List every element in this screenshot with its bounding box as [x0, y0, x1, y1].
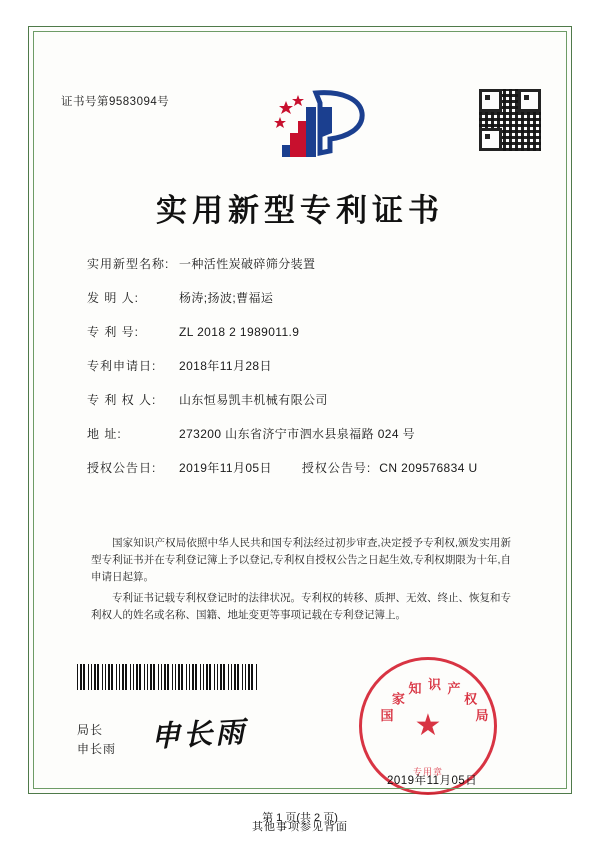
seal-bottom-text: 专用章 [412, 767, 443, 777]
certificate-header [29, 27, 571, 147]
field-label: 专利申请日: [87, 359, 157, 373]
patent-field-list [87, 255, 517, 493]
page-title: 实用新型专利证书 [156, 193, 444, 229]
seal-star-icon: ★ [414, 709, 442, 742]
seal-date: 2019年11月05日 [387, 775, 478, 787]
signature-title [77, 721, 116, 759]
field-value: 273200 山东省济宁市泗水县泉福路 024 号 [179, 427, 416, 441]
certificate-number: 证书号第9583094号 [61, 96, 170, 108]
paragraph-grant-statement: 国家知识产权局依照中华人民共和国专利法经过初步审查,决定授予专利权,颁发实用新型专利证书并在专利登记簿上予以登记,专利权自授权公告之日起生效,专利权期限为十年,自申请日起算。 [91, 537, 511, 583]
field-label: 地 址: [87, 427, 122, 441]
field-row-grant-announcement [87, 459, 517, 476]
field-value: 杨涛;扬波;曹福运 [179, 291, 274, 305]
barcode [77, 664, 257, 690]
field-row-address [87, 425, 517, 442]
field-label: 专 利 权 人: [87, 393, 157, 407]
field-value: 山东恒易凯丰机械有限公司 [179, 393, 328, 407]
field-value: 一种活性炭破碎筛分装置 [179, 257, 316, 271]
field-row-inventor [87, 289, 517, 306]
field-value-announcement-number: CN 209576834 U [379, 461, 478, 475]
field-row-patent-number [87, 323, 517, 340]
signature-title-line2: 申长雨 [77, 742, 117, 756]
field-label: 专 利 号: [87, 325, 140, 339]
legal-paragraphs [91, 535, 511, 628]
certificate-sheet [28, 26, 572, 824]
signature-handwriting: 申长雨 [150, 714, 248, 754]
official-seal: 国 家 知 识 产 权 局 ★ 专用章 [359, 657, 497, 795]
field-label: 发 明 人: [87, 291, 140, 305]
field-value: 2018年11月28日 [179, 359, 272, 373]
footer-note: 其他事项参见背面 [252, 821, 348, 833]
field-row-utility-model-name [87, 255, 517, 272]
field-value: 2019年11月05日 [179, 461, 272, 475]
field-label-announcement-number: 授权公告号: [301, 461, 372, 475]
field-row-application-date [87, 357, 517, 374]
signature-title-line1: 局长 [77, 723, 104, 737]
field-label: 实用新型名称: [87, 257, 170, 271]
patent-office-logo-icon [272, 87, 370, 167]
field-row-patentee [87, 391, 517, 408]
qr-code-icon [479, 89, 541, 151]
paragraph-registry-statement: 专利证书记载专利权登记时的法律状况。专利权的转移、质押、无效、终止、恢复和专利权人的姓名或名称、国籍、地址变更等事项记载在专利登记簿上。 [91, 592, 511, 621]
field-label: 授权公告日: [87, 461, 157, 475]
page-number: 第 1 页(共 2 页) [262, 812, 338, 824]
field-value: ZL 2018 2 1989011.9 [179, 325, 300, 339]
